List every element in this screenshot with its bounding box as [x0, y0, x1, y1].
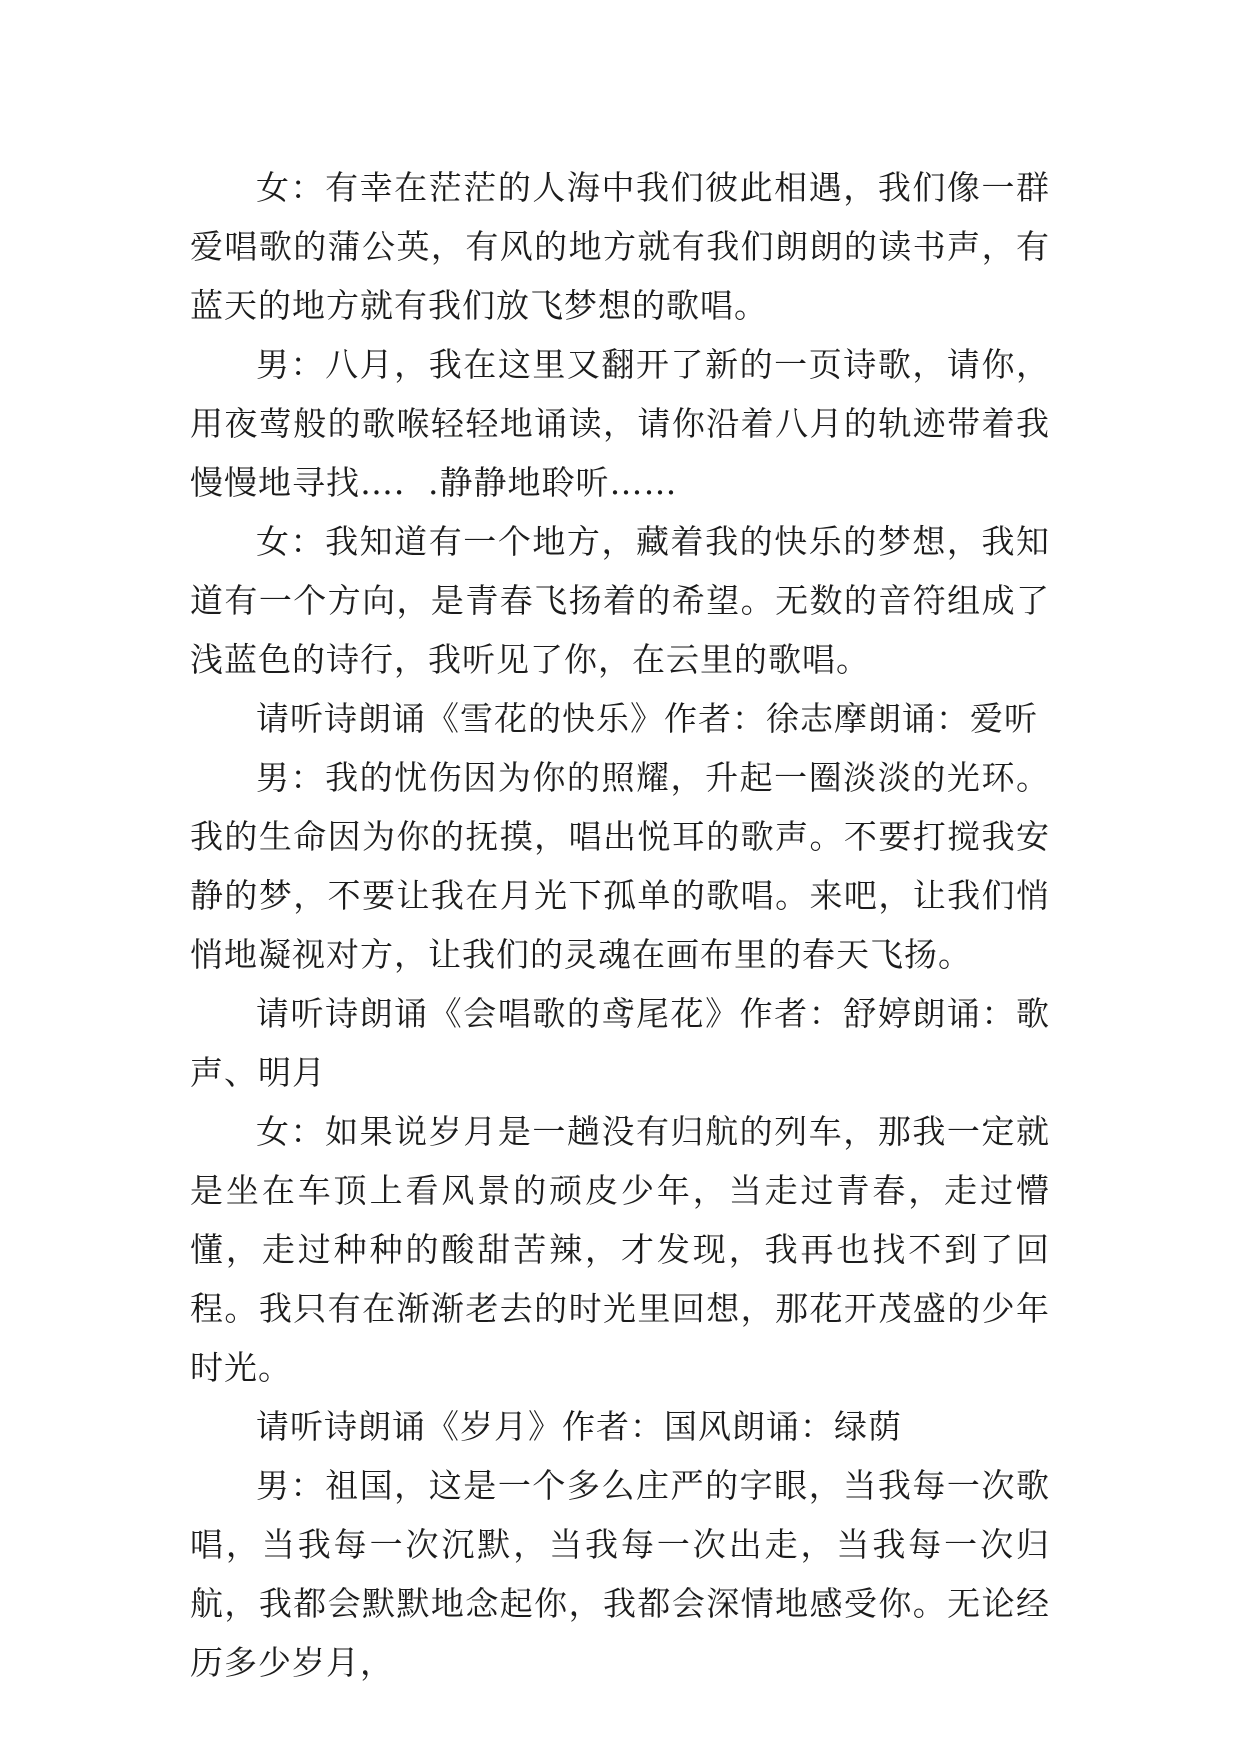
paragraph-female-3: 女：如果说岁月是一趟没有归航的列车，那我一定就是坐在车顶上看风景的顽皮少年，当走过青春，走过懵懂，走过种种的酸甜苦辣，才发现，我再也找不到了回程。我只有在渐渐老去的时光里回想，那花开茂盛的少年时光。: [190, 1112, 1050, 1387]
paragraph-male-2: 男：我的忧伤因为你的照耀，升起一圈淡淡的光环。我的生命因为你的抚摸，唱出悦耳的歌声。不要打搅我安静的梦，不要让我在月光下孤单的歌唱。来吧，让我们悄悄地凝视对方，让我们的灵魂在画布里的春天飞扬。: [190, 758, 1050, 974]
paragraph-female-1: 女：有幸在茫茫的人海中我们彼此相遇，我们像一群爱唱歌的蒲公英，有风的地方就有我们朗朗的读书声，有蓝天的地方就有我们放飞梦想的歌唱。: [190, 168, 1050, 325]
recitation-announcement-2: 请听诗朗诵《会唱歌的鸢尾花》作者：舒婷朗诵：歌声、明月: [190, 994, 1050, 1092]
paragraph-male-3: 男：祖国，这是一个多么庄严的字眼，当我每一次歌唱，当我每一次沉默，当我每一次出走，当我每一次归航，我都会默默地念起你，我都会深情地感受你。无论经历多少岁月，: [190, 1466, 1050, 1682]
recitation-announcement-3: 请听诗朗诵《岁月》作者：国风朗诵：绿荫: [256, 1407, 902, 1446]
recitation-announcement-1: 请听诗朗诵《雪花的快乐》作者：徐志摩朗诵：爱听: [256, 699, 1038, 738]
document-body: [190, 158, 1050, 1692]
paragraph-female-2: 女：我知道有一个地方，藏着我的快乐的梦想，我知道有一个方向，是青春飞扬着的希望。无数的音符组成了浅蓝色的诗行，我听见了你，在云里的歌唱。: [190, 522, 1050, 679]
paragraph-male-1: 男：八月，我在这里又翻开了新的一页诗歌，请你，用夜莺般的歌喉轻轻地诵读，请你沿着八月的轨迹带着我慢慢地寻找…．.静静地聆听……: [190, 345, 1050, 502]
